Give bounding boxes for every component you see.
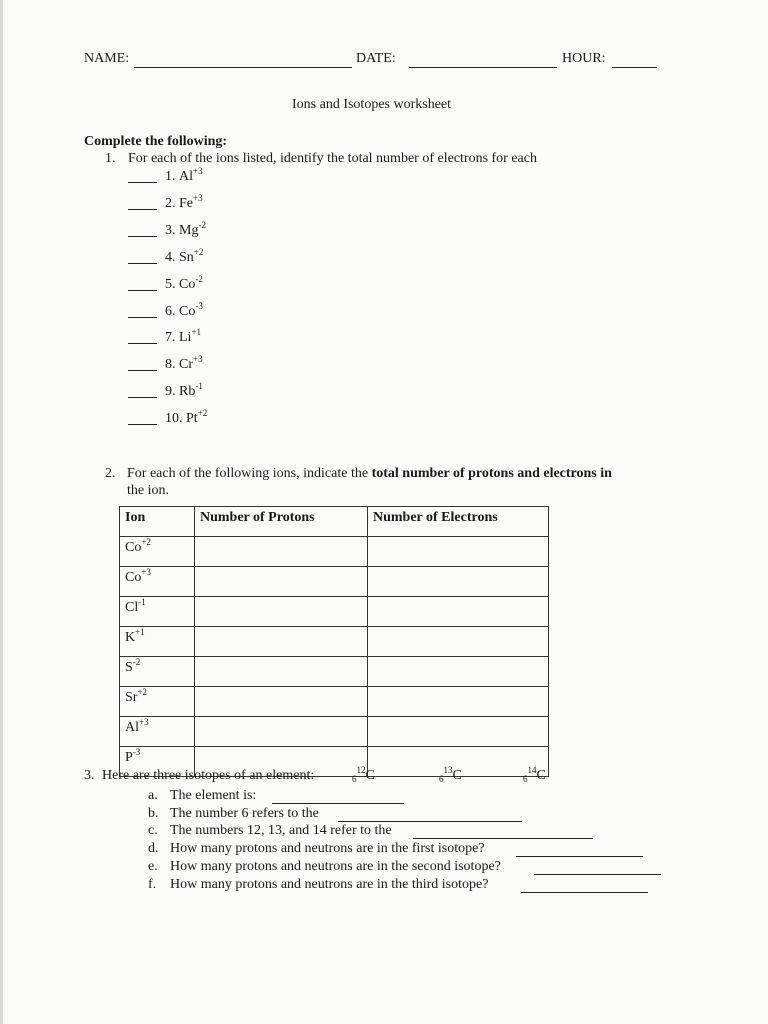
ion-label (165, 220, 206, 239)
page-edge-shadow (0, 0, 3, 1024)
subquestion (148, 788, 256, 804)
atomic-number: 6 (352, 774, 357, 784)
ion-charge: +3 (193, 354, 203, 364)
item-number: 8. (165, 357, 176, 372)
ion-symbol: Sn (179, 250, 194, 265)
ion-symbol: S (125, 660, 133, 675)
protons-cell[interactable] (195, 717, 368, 747)
subquestion-text: The number 6 refers to the (170, 806, 319, 821)
subquestion-text: The element is: (170, 788, 257, 803)
name-blank[interactable] (134, 67, 352, 68)
item-number: 3. (165, 223, 176, 238)
item-number: 1. (165, 169, 176, 184)
column-header-protons: Number of Protons (195, 507, 368, 537)
question-2-prompt-bold: total number of protons and electrons in (371, 466, 612, 481)
electrons-cell[interactable] (368, 657, 549, 687)
ion-charge: +3 (141, 567, 151, 577)
ion-label (165, 166, 203, 185)
question-3-prompt: Here are three isotopes of an element: (102, 768, 315, 783)
answer-blank[interactable] (128, 424, 157, 425)
table-row (120, 657, 549, 687)
answer-blank[interactable] (521, 892, 648, 893)
element-symbol: C (452, 768, 462, 783)
answer-blank[interactable] (128, 343, 157, 344)
hour-label: HOUR: (562, 51, 606, 66)
subquestion-text: How many protons and neutrons are in the second isotope? (170, 859, 501, 874)
subquestion (148, 841, 485, 857)
table-row (120, 537, 549, 567)
answer-blank[interactable] (128, 263, 157, 264)
electrons-cell[interactable] (368, 687, 549, 717)
table-row (120, 717, 549, 747)
ion-cell (120, 687, 195, 717)
answer-blank[interactable] (128, 236, 157, 237)
question-1-number: 1. (105, 151, 116, 166)
ion-table-body (120, 537, 549, 777)
ion-symbol: Fe (179, 196, 193, 211)
ion-charge: +1 (191, 327, 202, 337)
ion-symbol: Co (125, 540, 142, 555)
subquestion-text: How many protons and neutrons are in the first isotope? (170, 841, 485, 856)
item-number: 10. (165, 411, 183, 426)
ion-symbol: Co (179, 304, 196, 319)
element-symbol: C (365, 768, 375, 783)
question-2-prompt-start: For each of the following ions, indicate the (127, 466, 372, 481)
subquestion-text: The numbers 12, 13, and 14 refer to the (170, 823, 392, 838)
isotope-notation (352, 765, 375, 784)
column-header-ion: Ion (120, 507, 195, 537)
ion-charge: -1 (138, 597, 146, 607)
item-number: 9. (165, 384, 176, 399)
ion-symbol: Pt (186, 411, 198, 426)
atomic-number: 6 (439, 774, 444, 784)
electrons-cell[interactable] (368, 597, 549, 627)
ion-cell (120, 597, 195, 627)
answer-blank[interactable] (128, 397, 157, 398)
ion-label (165, 354, 203, 373)
table-row (120, 597, 549, 627)
ion-charge: +3 (139, 717, 149, 727)
table-row (120, 567, 549, 597)
ion-label (165, 408, 208, 427)
ion-charge: +1 (135, 627, 145, 637)
ion-symbol: Li (179, 330, 192, 345)
ion-symbol: Co (179, 277, 196, 292)
question-1-prompt: For each of the ions listed, identify the total number of electrons for each (128, 151, 537, 166)
hour-blank[interactable] (612, 67, 657, 68)
question-3-number: 3. (84, 768, 95, 783)
subquestion-label: b. (148, 806, 159, 821)
ion-symbol: Cr (179, 357, 193, 372)
ion-charge: -2 (198, 220, 206, 230)
question-2-number: 2. (105, 466, 116, 481)
answer-blank[interactable] (128, 370, 157, 371)
electrons-cell[interactable] (368, 567, 549, 597)
ion-symbol: Rb (179, 384, 196, 399)
answer-blank[interactable] (128, 290, 157, 291)
isotope-notation (439, 765, 462, 784)
ion-table (119, 506, 549, 777)
item-number: 4. (165, 250, 176, 265)
electrons-cell[interactable] (368, 717, 549, 747)
ion-charge: -3 (195, 301, 203, 311)
item-number: 6. (165, 304, 176, 319)
protons-cell[interactable] (195, 567, 368, 597)
subquestion (148, 823, 392, 839)
ion-symbol: Cl (125, 600, 139, 615)
ion-label (165, 247, 204, 266)
element-symbol: C (536, 768, 546, 783)
protons-cell[interactable] (195, 657, 368, 687)
subquestion-text: How many protons and neutrons are in the third isotope? (170, 877, 489, 892)
ion-symbol: Mg (179, 223, 199, 238)
ion-charge: +2 (137, 687, 148, 697)
answer-blank[interactable] (128, 209, 157, 210)
answer-blank[interactable] (338, 821, 522, 822)
ion-symbol: Al (125, 720, 139, 735)
ion-charge: +2 (193, 247, 204, 257)
answer-blank[interactable] (128, 317, 157, 318)
mass-number: 12 (356, 765, 366, 775)
ion-label (165, 327, 202, 346)
answer-blank[interactable] (534, 874, 661, 875)
ion-cell (120, 537, 195, 567)
answer-blank[interactable] (516, 856, 643, 857)
question-2-prompt-end: the ion. (127, 483, 169, 498)
ion-charge: +2 (197, 408, 208, 418)
ion-symbol: Al (179, 169, 193, 184)
column-header-electrons: Number of Electrons (368, 507, 549, 537)
atomic-number: 6 (523, 774, 528, 784)
mass-number: 14 (527, 765, 537, 775)
ion-charge: +2 (141, 537, 151, 547)
ion-label (165, 274, 203, 293)
ion-cell (120, 567, 195, 597)
item-number: 2. (165, 196, 176, 211)
ion-symbol: Sr (125, 690, 138, 705)
ion-charge: -1 (195, 381, 203, 391)
date-blank[interactable] (409, 67, 557, 68)
protons-cell[interactable] (195, 537, 368, 567)
ion-symbol: P (125, 750, 133, 765)
answer-blank[interactable] (413, 838, 593, 839)
subquestion-label: c. (148, 823, 158, 838)
table-row (120, 687, 549, 717)
date-label: DATE: (356, 51, 396, 66)
electrons-cell[interactable] (368, 627, 549, 657)
protons-cell[interactable] (195, 627, 368, 657)
name-label: NAME: (84, 51, 130, 66)
item-number: 7. (165, 330, 176, 345)
subquestion-label: a. (148, 788, 158, 803)
answer-blank[interactable] (128, 182, 157, 183)
worksheet-title: Ions and Isotopes worksheet (292, 97, 452, 112)
protons-cell[interactable] (195, 687, 368, 717)
isotope-notation (523, 765, 546, 784)
subquestion (148, 877, 488, 893)
ion-charge: -2 (132, 657, 141, 667)
protons-cell[interactable] (195, 597, 368, 627)
ion-label (165, 193, 203, 212)
ion-symbol: K (125, 630, 136, 645)
instructions-heading: Complete the following: (84, 134, 228, 149)
ion-cell (120, 627, 195, 657)
ion-table-header (120, 507, 549, 537)
electrons-cell[interactable] (368, 537, 549, 567)
table-row (120, 627, 549, 657)
ion-label (165, 381, 203, 400)
subquestion-label: e. (148, 859, 158, 874)
ion-label (165, 301, 203, 320)
subquestion (148, 806, 319, 822)
ion-charge: +3 (193, 166, 203, 176)
ion-charge: -3 (132, 747, 141, 757)
ion-charge: -2 (195, 274, 203, 284)
subquestion (148, 859, 501, 875)
ion-cell (120, 657, 195, 687)
ion-cell (120, 717, 195, 747)
mass-number: 13 (443, 765, 453, 775)
ion-charge: +3 (193, 193, 203, 203)
ion-symbol: Co (125, 570, 142, 585)
question-2-prompt (127, 466, 612, 482)
answer-blank[interactable] (272, 803, 404, 804)
item-number: 5. (165, 277, 176, 292)
subquestion-label: f. (148, 877, 157, 892)
subquestion-label: d. (148, 841, 159, 856)
